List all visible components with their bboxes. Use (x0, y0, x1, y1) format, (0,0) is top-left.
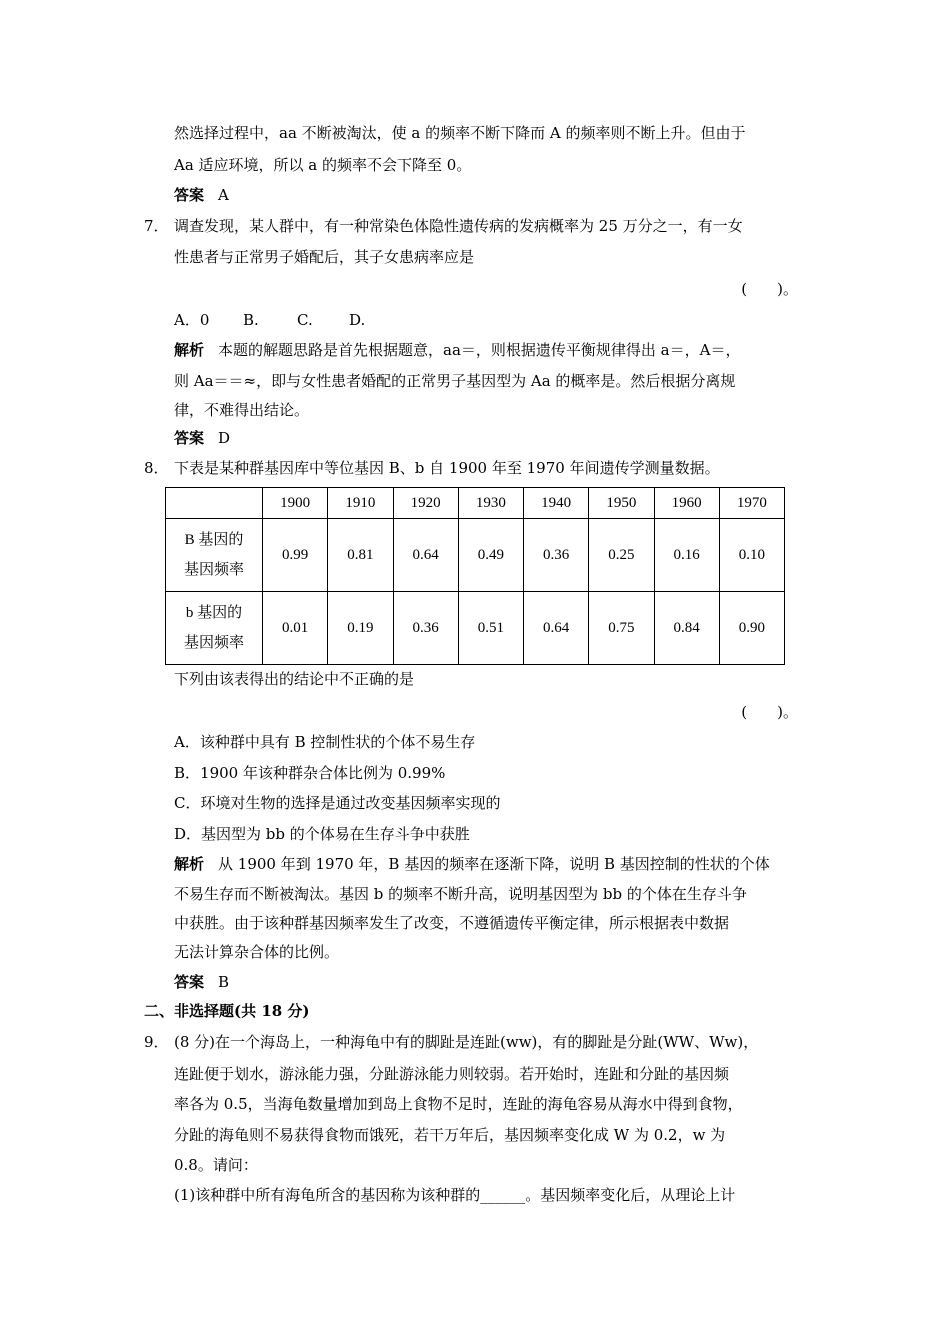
q9-stem-line4: 分趾的海龟则不易获得食物而饿死，若干万年后，基因频率变化成 W 为 0.2，w 为 (174, 1126, 726, 1144)
year-cell: 1940 (524, 488, 589, 519)
table-cell: 0.64 (393, 519, 458, 592)
q7-option-c: C. (297, 311, 313, 329)
table-cell: 0.36 (393, 592, 458, 665)
q7-stem-line2: 性患者与正常男子婚配后，其子女患病率应是 (174, 248, 475, 266)
q7-stem-line1: 调查发现，某人群中，有一种常染色体隐性遗传病的发病概率为 25 万分之一，有一女 (174, 217, 743, 235)
q7-option-d: D. (349, 311, 366, 329)
gene-frequency-table (165, 487, 785, 665)
table-cell: 0.01 (263, 592, 328, 665)
table-cell: 0.49 (458, 519, 523, 592)
table-cell: 0.51 (458, 592, 523, 665)
row-label-B (166, 519, 263, 592)
row-label-b (166, 592, 263, 665)
q9-sub-question-1: (1)该种群中所有海龟所含的基因称为该种群的______。基因频率变化后，从理论上计 (174, 1186, 736, 1204)
q8-number: 8． (144, 459, 169, 477)
q8-analysis-line3: 中获胜。由于该种群基因频率发生了改变，不遵循遗传平衡定律，所示根据表中数据 (174, 914, 730, 932)
table-cell: 0.75 (589, 592, 654, 665)
row-label-b-line2: 基因频率 (183, 635, 244, 651)
q8-answer (174, 972, 229, 992)
q8-answer-paren: ( )。 (741, 703, 798, 721)
q9-number: 9． (144, 1033, 169, 1051)
q7-analysis-line2: 则 Aa＝＝≈，即与女性患者婚配的正常男子基因型为 Aa 的概率是。然后根据分离规 (174, 372, 736, 390)
year-cell: 1920 (393, 488, 458, 519)
q9-stem-line1: (8 分)在一个海岛上，一种海龟中有的脚趾是连趾(ww)，有的脚趾是分趾(WW、Ww)， (174, 1033, 759, 1051)
q8-option-c: C．环境对生物的选择是通过改变基因频率实现的 (174, 794, 501, 812)
q8-analysis-text1: 从 1900 年到 1970 年，B 基因的频率在逐渐下降，说明 B 基因控制的性状的个体 (218, 855, 770, 873)
q8-answer-value: B (218, 973, 230, 991)
table-cell: 0.36 (524, 519, 589, 592)
table-row-b (166, 592, 785, 665)
q7-analysis-label: 解析 (174, 341, 205, 359)
table-cell: 0.25 (589, 519, 654, 592)
q8-analysis-line1 (174, 854, 770, 874)
table-cell: 0.84 (654, 592, 719, 665)
q7-analysis-text1: 本题的解题思路是首先根据题意，aa＝，则根据遗传平衡规律得出 a＝，A＝， (218, 341, 741, 359)
q9-stem-line2: 连趾便于划水，游泳能力强，分趾游泳能力则较弱。若开始时，连趾和分趾的基因频 (174, 1065, 730, 1083)
q6-analysis-line1: 然选择过程中，aa 不断被淘汰，使 a 的频率不断下降而 A 的频率则不断上升。但由于 (174, 124, 746, 142)
q6-answer-label: 答案 (174, 186, 205, 204)
q7-analysis-line3: 律，不难得出结论。 (174, 401, 310, 419)
q7-analysis-line1 (174, 340, 740, 360)
q7-answer-value: D (218, 429, 231, 447)
q8-analysis-label: 解析 (174, 855, 205, 873)
table-cell: 0.10 (719, 519, 784, 592)
table-header-row (166, 488, 785, 519)
q8-option-b: B．1900 年该种群杂合体比例为 0.99% (174, 764, 446, 782)
table-cell: 0.81 (328, 519, 393, 592)
q7-answer-paren: ( )。 (741, 280, 798, 298)
q6-answer-value: A (218, 186, 229, 204)
year-cell: 1970 (719, 488, 784, 519)
year-cell: 1960 (654, 488, 719, 519)
table-cell: 0.64 (524, 592, 589, 665)
q6-analysis-line2: Aa 适应环境，所以 a 的频率不会下降至 0。 (174, 156, 472, 174)
q8-option-d: D．基因型为 bb 的个体易在生存斗争中获胜 (174, 825, 470, 843)
table-cell: 0.90 (719, 592, 784, 665)
q9-stem-line5: 0.8。请问： (174, 1156, 258, 1174)
section-heading: 二、非选择题(共 18 分) (144, 1002, 310, 1020)
year-cell: 1910 (328, 488, 393, 519)
q8-option-a: A．该种群中具有 B 控制性状的个体不易生存 (174, 733, 476, 751)
year-cell: 1930 (458, 488, 523, 519)
q9-stem-line3: 率各为 0.5，当海龟数量增加到岛上食物不足时，连趾的海龟容易从海水中得到食物， (174, 1095, 743, 1113)
q7-number: 7． (144, 217, 169, 235)
row-label-b-line1: b 基因的 (185, 605, 243, 621)
q8-analysis-line4: 无法计算杂合体的比例。 (174, 943, 340, 961)
table-row-B (166, 519, 785, 592)
q8-stem: 下表是某种群基因库中等位基因 B、b 自 1900 年至 1970 年间遗传学测量数据。 (174, 459, 720, 477)
q7-option-a: A．0 (174, 311, 210, 329)
year-cell: 1950 (589, 488, 654, 519)
q7-answer-label: 答案 (174, 429, 205, 447)
q8-answer-label: 答案 (174, 973, 205, 991)
q7-answer (174, 428, 230, 448)
q6-answer (174, 185, 229, 205)
row-label-B-line2: 基因频率 (183, 562, 244, 578)
row-label-B-line1: B 基因的 (184, 532, 244, 548)
table-cell: 0.99 (263, 519, 328, 592)
q8-analysis-line2: 不易生存而不断被淘汰。基因 b 的频率不断升高，说明基因型为 bb 的个体在生存斗争 (174, 885, 747, 903)
q7-option-b: B. (243, 311, 259, 329)
table-corner-cell (166, 488, 263, 519)
table-cell: 0.19 (328, 592, 393, 665)
q8-question: 下列由该表得出的结论中不正确的是 (174, 670, 415, 688)
year-cell: 1900 (263, 488, 328, 519)
table-cell: 0.16 (654, 519, 719, 592)
